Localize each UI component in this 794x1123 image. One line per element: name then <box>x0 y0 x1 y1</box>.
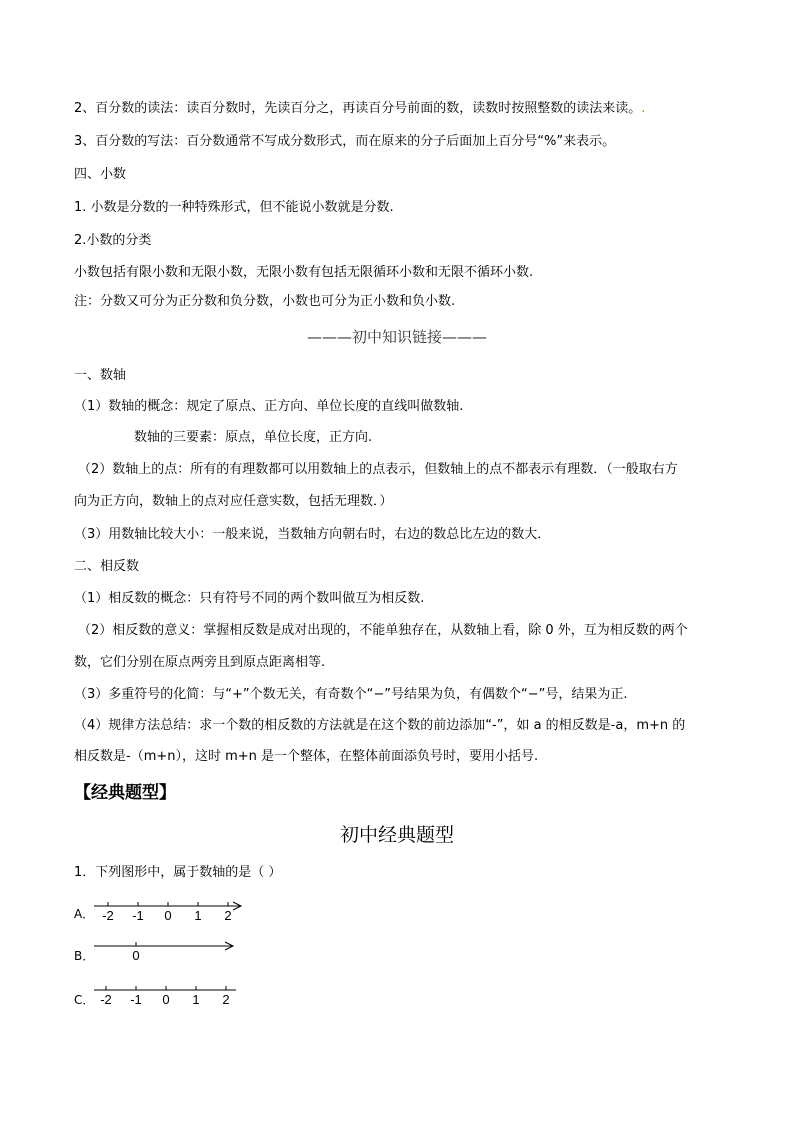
main-title: 初中经典题型 <box>339 824 454 846</box>
tick-label: 2 <box>224 908 232 923</box>
knowledge-link-title: ———初中知识链接——— <box>306 328 487 346</box>
question-text: 1．下列图形中，属于数轴的是（ ） <box>74 865 282 880</box>
text-line: （2）数轴上的点：所有的有理数都可以用数轴上的点表示，但数轴上的点不都表示有理数．（一般取右方 <box>78 462 678 477</box>
text-line: （3）用数轴比较大小：一般来说，当数轴方向朝右时，右边的数总比左边的数大． <box>74 527 551 542</box>
option-c-number-line <box>94 986 236 990</box>
text-line: 向为正方向，数轴上的点对应任意实数，包括无理数．） <box>74 494 393 509</box>
text-line: 1. 小数是分数的一种特殊形式，但不能说小数就是分数. <box>74 200 394 215</box>
heading-decimals: 四、小数 <box>74 167 127 182</box>
tick-label: -1 <box>132 908 144 923</box>
text-line: 数轴的三要素：原点，单位长度，正方向. <box>134 430 373 445</box>
tick-label: -2 <box>102 908 114 923</box>
tick-label: -1 <box>130 992 142 1007</box>
text-line: （2）相反数的意义：掌握相反数是成对出现的，不能单独存在，从数轴上看，除 0 外，互为相反数的两个 <box>78 623 688 638</box>
text-line: 小数包括有限小数和无限小数，无限小数有包括无限循环小数和无限不循环小数. <box>74 265 534 280</box>
tick-label: 1 <box>194 908 202 923</box>
tick-label: 0 <box>164 908 172 923</box>
text-line: 相反数是-（m+n），这时 m+n 是一个整体，在整体前面添负号时，要用小括号. <box>74 749 539 764</box>
tick-label: -2 <box>100 992 112 1007</box>
text-line: （1）相反数的概念：只有符号不同的两个数叫做互为相反数. <box>74 591 425 606</box>
tick-label: 0 <box>132 948 140 963</box>
option-c-label: C． <box>74 993 95 1007</box>
text-line: （4）规律方法总结：求一个数的相反数的方法就是在这个数的前边添加“-”，如 a 的相反数是-a，m+n 的 <box>74 718 686 733</box>
text-line: 2、百分数的读法：读百分数时，先读百分之，再读百分号前面的数，读数时按照整数的读法来读。. <box>74 101 646 116</box>
heading-number-line: 一、数轴 <box>74 368 127 383</box>
text-line: （1）数轴的概念：规定了原点、正方向、单位长度的直线叫做数轴. <box>74 399 464 414</box>
tick-label: 2 <box>222 992 230 1007</box>
section-title: 【经典题型】 <box>74 783 176 803</box>
option-b-label: B． <box>74 949 95 963</box>
tick-label: 1 <box>192 992 200 1007</box>
heading-opposite-numbers: 二、相反数 <box>74 559 140 574</box>
text-line: 2.小数的分类 <box>74 233 152 248</box>
text-line: （3）多重符号的化简：与“+”个数无关，有奇数个“−”号结果为负，有偶数个“−”号，结果为正. <box>74 687 628 702</box>
text-line: 3、百分数的写法：百分数通常不写成分数形式，而在原来的分子后面加上百分号“%”来表示。 <box>74 134 616 149</box>
stray-dot: . <box>641 101 646 116</box>
option-b-number-line <box>94 942 233 950</box>
text-line: 注：分数又可分为正分数和负分数，小数也可分为正小数和负小数. <box>74 294 456 309</box>
tick-label: 0 <box>162 992 170 1007</box>
option-a-label: A． <box>74 907 95 921</box>
text-line: 数，它们分别在原点两旁且到原点距离相等. <box>74 655 326 670</box>
